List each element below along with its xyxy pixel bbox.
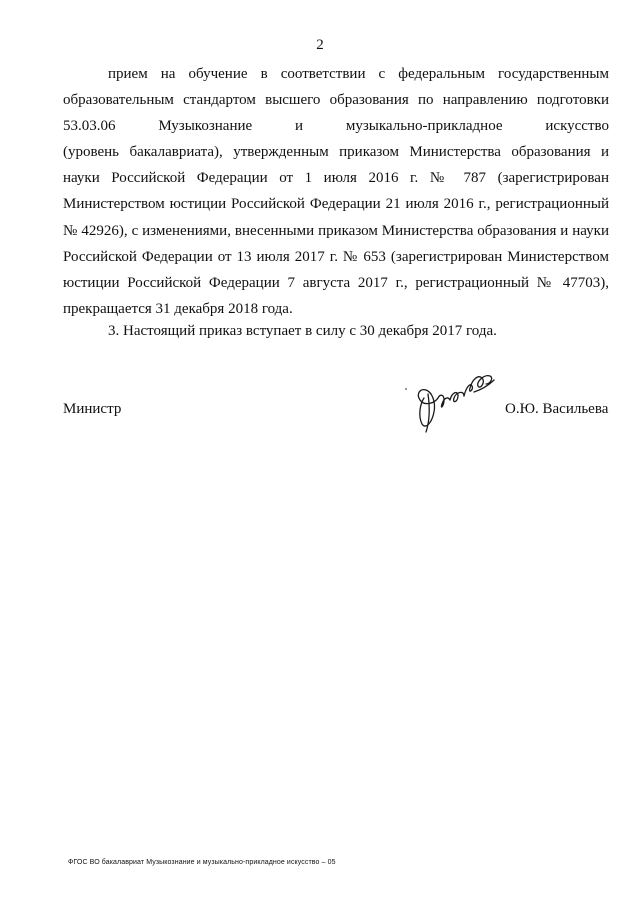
- page-number: 2: [316, 37, 324, 53]
- paragraph-line: прекращается 31 декабря 2018 года.: [63, 300, 293, 317]
- paragraph-line: юстиции Российской Федерации 7 августа 2017 г., регистрационный № 47703),: [63, 274, 609, 291]
- paragraph-line: 53.03.06 Музыкознание и музыкально-прикладное искусство: [63, 118, 609, 135]
- handwritten-signature-icon: [408, 364, 500, 434]
- paragraph-line: Российской Федерации от 13 июля 2017 г. № 653 (зарегистрирован Министерством: [63, 248, 609, 265]
- scan-speck: [405, 388, 407, 390]
- signatory-name: О.Ю. Васильева: [505, 401, 609, 417]
- paragraph-line: Министерством юстиции Российской Федерации 21 июля 2016 г., регистрационный: [63, 196, 609, 213]
- footer-text: ФГОС ВО бакалавриат Музыкознание и музыкально-прикладное искусство – 05: [68, 859, 336, 866]
- paragraph-line: прием на обучение в соответствии с федеральным государственным: [108, 66, 609, 82]
- paragraph-line: № 42926), с изменениями, внесенными приказом Министерства образования и науки: [63, 222, 609, 239]
- paragraph-line: образовательным стандартом высшего образования по направлению подготовки: [63, 92, 609, 109]
- paragraph-line: (уровень бакалавриата), утвержденным приказом Министерства образования и: [63, 144, 609, 161]
- paragraph-line: науки Российской Федерации от 1 июля 2016 г. № 787 (зарегистрирован: [63, 170, 609, 187]
- paragraph-main: [63, 61, 609, 322]
- clause-3: 3. Настоящий приказ вступает в силу с 30 декабря 2017 года.: [108, 323, 497, 339]
- signatory-title: Министр: [63, 401, 122, 417]
